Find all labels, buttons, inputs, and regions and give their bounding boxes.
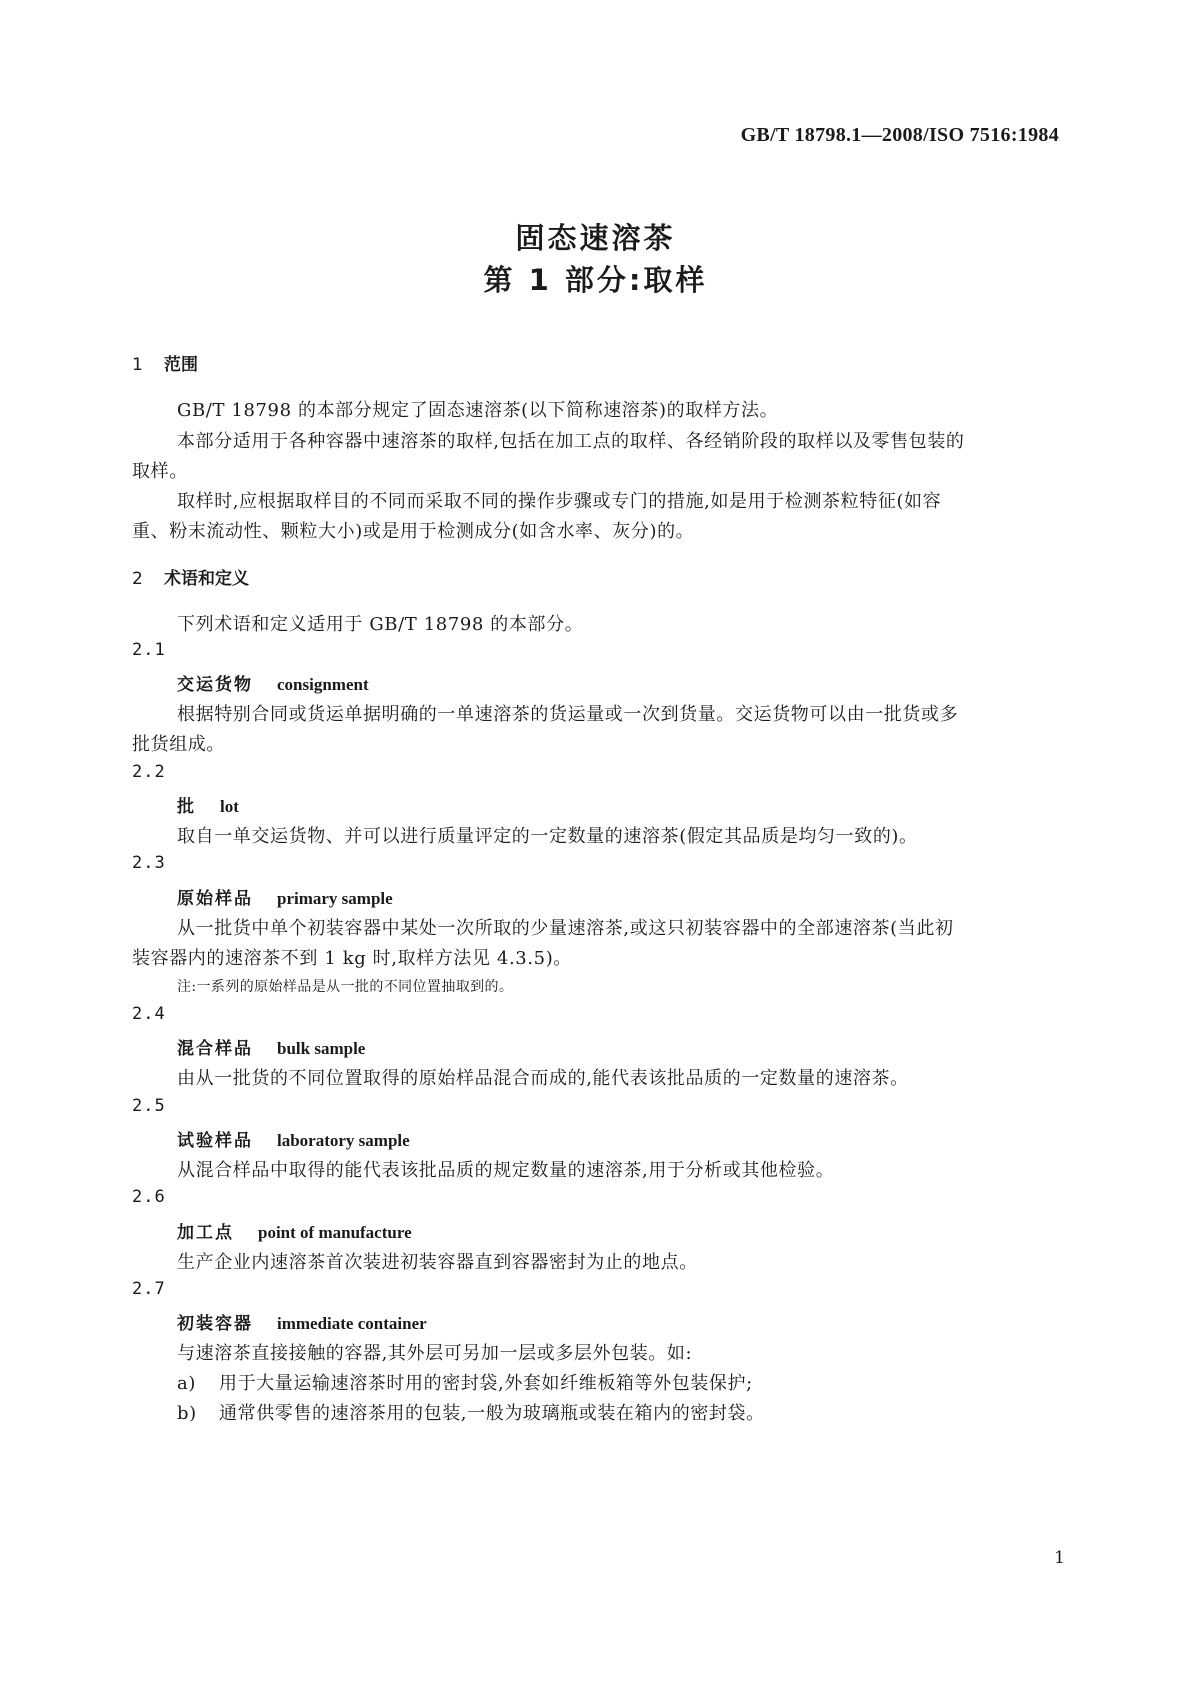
term-zh: 混合样品	[177, 1039, 253, 1059]
term-en: point of manufacture	[258, 1223, 412, 1242]
term-en: laboratory sample	[277, 1131, 410, 1150]
term-zh: 交运货物	[177, 675, 253, 695]
term-en: immediate container	[277, 1314, 427, 1333]
term-zh: 原始样品	[177, 889, 253, 909]
term-heading	[177, 670, 369, 695]
document-subtitle: 第 1 部分:取样	[483, 263, 708, 297]
term-definition: 从一批货中单个初装容器中某处一次所取的少量速溶茶,或这只初装容器中的全部速溶茶(当此初	[177, 918, 954, 939]
term-zh: 批	[177, 797, 196, 817]
paragraph: 本部分适用于各种容器中速溶茶的取样,包括在加工点的取样、各经销阶段的取样以及零售包装的	[177, 431, 965, 452]
list-item-text: 用于大量运输速溶茶时用的密封袋,外套如纤维板箱等外包装保护;	[219, 1373, 753, 1394]
term-number: 2.4	[132, 1004, 166, 1024]
term-definition: 由从一批货的不同位置取得的原始样品混合而成的,能代表该批品质的一定数量的速溶茶。	[177, 1068, 909, 1089]
term-number: 2.5	[132, 1096, 166, 1116]
term-heading	[177, 1218, 412, 1243]
section-title: 范围	[164, 355, 198, 375]
term-zh: 初装容器	[177, 1314, 253, 1334]
term-en: bulk sample	[277, 1039, 366, 1058]
term-number: 2.1	[132, 640, 166, 660]
term-number: 2.3	[132, 853, 166, 873]
section-number: 2	[132, 569, 143, 589]
term-heading	[177, 792, 239, 817]
term-definition: 生产企业内速溶茶首次装进初装容器直到容器密封为止的地点。	[177, 1252, 698, 1273]
list-item-label: b)	[177, 1403, 197, 1424]
section-title: 术语和定义	[164, 569, 249, 589]
document-title: 固态速溶茶	[515, 221, 676, 255]
term-definition: 取自一单交运货物、并可以进行质量评定的一定数量的速溶茶(假定其品质是均匀一致的)。	[177, 826, 918, 847]
term-number: 2.6	[132, 1187, 166, 1207]
paragraph: 下列术语和定义适用于 GB/T 18798 的本部分。	[177, 614, 584, 635]
term-definition: 从混合样品中取得的能代表该批品质的规定数量的速溶茶,用于分析或其他检验。	[177, 1160, 835, 1181]
term-number: 2.2	[132, 762, 166, 782]
term-definition: 与速溶茶直接接触的容器,其外层可另加一层或多层外包装。如:	[177, 1343, 693, 1364]
section-2-heading	[132, 564, 249, 589]
term-definition: 根据特别合同或货运单据明确的一单速溶茶的货运量或一次到货量。交运货物可以由一批货或多	[177, 704, 959, 725]
paragraph: 取样时,应根据取样目的不同而采取不同的操作步骤或专门的措施,如是用于检测茶粒特征(如容	[177, 491, 942, 512]
paragraph: GB/T 18798 的本部分规定了固态速溶茶(以下简称速溶茶)的取样方法。	[177, 400, 779, 421]
term-heading	[177, 1126, 410, 1151]
term-en: primary sample	[277, 889, 393, 908]
standard-code: GB/T 18798.1—2008/ISO 7516:1984	[740, 124, 1059, 146]
term-heading	[177, 1034, 365, 1059]
term-definition-continuation: 批货组成。	[132, 734, 225, 755]
term-en: lot	[220, 797, 239, 816]
note: 注:一系列的原始样品是从一批的不同位置抽取到的。	[177, 979, 514, 995]
term-heading	[177, 1309, 427, 1334]
term-definition-continuation: 装容器内的速溶茶不到 1 kg 时,取样方法见 4.3.5)。	[132, 948, 572, 969]
term-zh: 加工点	[177, 1223, 234, 1243]
list-item	[177, 1369, 753, 1395]
term-en: consignment	[277, 675, 369, 694]
term-heading	[177, 884, 393, 909]
term-number: 2.7	[132, 1279, 166, 1299]
term-zh: 试验样品	[177, 1131, 253, 1151]
section-number: 1	[132, 355, 143, 375]
paragraph-continuation: 取样。	[132, 461, 188, 482]
paragraph-continuation: 重、粉末流动性、颗粒大小)或是用于检测成分(如含水率、灰分)的。	[132, 521, 695, 542]
page-number: 1	[1054, 1548, 1065, 1568]
list-item-label: a)	[177, 1373, 196, 1394]
list-item	[177, 1399, 765, 1425]
section-1-heading	[132, 350, 198, 375]
list-item-text: 通常供零售的速溶茶用的包装,一般为玻璃瓶或装在箱内的密封袋。	[219, 1403, 765, 1424]
